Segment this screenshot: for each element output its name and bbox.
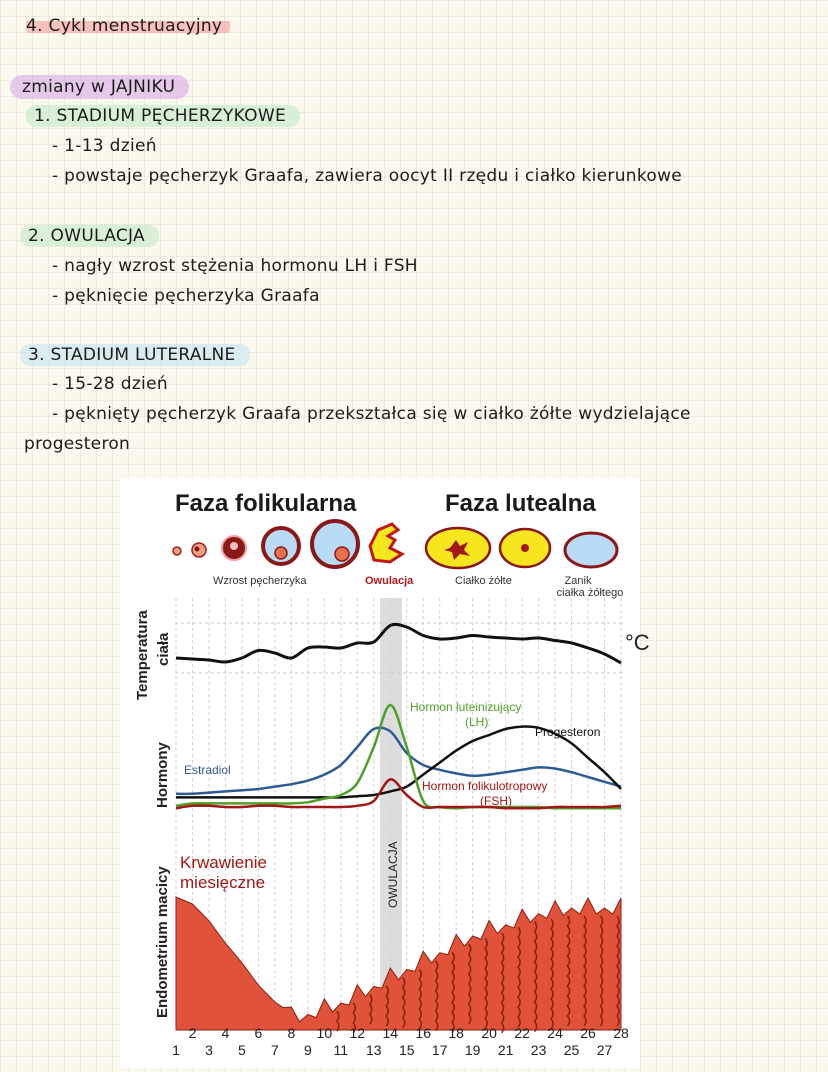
phase-luteal-label: Faza lutealna [445, 490, 596, 517]
corpus-albicans [565, 533, 617, 567]
x-tick-top: 12 [349, 1025, 366, 1041]
stage1-heading-text: 1. STADIUM PĘCHERZYKOWE [26, 105, 300, 127]
oocyte-dot [335, 547, 349, 561]
ovulation-band-label: OWULACJA [386, 841, 400, 908]
x-tick-top: 22 [514, 1025, 530, 1041]
lh-label-2: (LH) [465, 715, 489, 729]
oocyte-dot [230, 542, 238, 550]
x-tick-top: 24 [547, 1025, 563, 1041]
stage1-bullet-2: - powstaje pęcherzyk Graafa, zawiera oocyt II rzędu i ciałko kierunkowe [52, 166, 683, 186]
oocyte-dot [275, 547, 287, 559]
row-label-temperature-2: ciała [155, 632, 172, 666]
fsh-label-2: (FSH) [480, 794, 512, 808]
x-tick-bottom: 21 [497, 1042, 514, 1058]
phase-follicular-label: Faza folikularna [175, 490, 357, 517]
x-tick-bottom: 25 [563, 1042, 580, 1058]
x-tick-top: 8 [287, 1025, 296, 1041]
x-tick-bottom: 17 [431, 1042, 448, 1058]
ovulating-follicle [370, 524, 402, 562]
stage3-heading-text: 3. STADIUM LUTERALNE [20, 344, 250, 366]
stage3-heading [20, 345, 250, 365]
stage2-heading-text: 2. OWULACJA [20, 225, 159, 247]
x-tick-bottom: 5 [238, 1042, 246, 1058]
x-tick-top: 26 [580, 1025, 596, 1041]
progesterone-label: Progesteron [535, 725, 601, 739]
stage2-bullet-1: - nagły wzrost stężenia hormonu LH i FSH [52, 256, 418, 276]
x-tick-top: 6 [254, 1025, 263, 1041]
stage2-bullet-2: - pęknięcie pęcherzyka Graafa [52, 286, 320, 306]
label-decay-1: Zanik [564, 575, 592, 587]
row-label-hormones: Hormony [154, 742, 171, 808]
stage2-heading [20, 226, 159, 246]
corpus-luteum-core [521, 544, 529, 552]
x-tick-bottom: 3 [205, 1042, 213, 1058]
stage3-bullet-2-cont: progesteron [24, 434, 131, 454]
x-tick-bottom: 19 [464, 1042, 481, 1058]
label-decay-2: ciałka żółtego [556, 587, 624, 599]
section-heading [10, 77, 189, 97]
x-tick-top: 16 [415, 1025, 432, 1041]
x-tick-top: 10 [316, 1025, 333, 1041]
stage3-bullet-2: - pęknięty pęcherzyk Graafa przekształca się w ciałko żółte wydzielające [52, 404, 691, 424]
stage1-heading [26, 106, 300, 126]
menstrual-cycle-diagram [120, 478, 650, 1068]
x-tick-bottom: 1 [172, 1042, 180, 1058]
fsh-label-1: Hormon folikulotropowy [422, 779, 548, 793]
ovulation-band [380, 598, 402, 1030]
row-label-temperature-1: Temperatura [134, 610, 151, 700]
x-tick-top: 2 [188, 1025, 197, 1041]
notes-title-text: 4. Cykl menstruacyjny [26, 16, 230, 36]
x-tick-bottom: 13 [365, 1042, 382, 1058]
x-tick-bottom: 23 [530, 1042, 547, 1058]
x-tick-bottom: 27 [596, 1042, 613, 1058]
diagram-svg [120, 478, 650, 1068]
row-label-endometrium: Endometrium macicy [154, 866, 171, 1018]
stage1-bullet-1: - 1-13 dzień [52, 136, 157, 156]
lh-label-1: Hormon luteinizujący [410, 700, 522, 714]
x-tick-top: 14 [382, 1025, 399, 1041]
stage3-bullet-1: - 15-28 dzień [52, 374, 168, 394]
section-heading-text: zmiany w JAJNIKU [10, 75, 189, 99]
notes-title [26, 16, 230, 36]
label-follicle-growth: Wzrost pęcherzyka [213, 575, 307, 587]
x-tick-bottom: 11 [333, 1042, 349, 1058]
x-tick-top: 28 [613, 1025, 629, 1041]
estradiol-label: Estradiol [184, 763, 231, 777]
x-tick-bottom: 7 [270, 1042, 279, 1058]
x-tick-top: 20 [481, 1025, 497, 1041]
oocyte-dot [195, 547, 200, 552]
label-corpus-luteum: Ciałko żółte [455, 575, 512, 587]
menstruation-label-1: Krwawienie [180, 853, 267, 872]
menstruation-label-2: miesięczne [180, 873, 266, 892]
x-tick-top: 4 [221, 1025, 230, 1041]
x-tick-bottom: 9 [303, 1042, 312, 1058]
temperature-unit: °C [625, 630, 650, 655]
x-tick-top: 18 [448, 1025, 464, 1041]
ovary-stages [173, 521, 617, 568]
follicle-stage-1 [173, 547, 181, 555]
x-tick-bottom: 15 [398, 1042, 415, 1058]
follicle-stage-5-graaf [312, 521, 358, 567]
label-ovulation: Owulacja [365, 575, 414, 587]
